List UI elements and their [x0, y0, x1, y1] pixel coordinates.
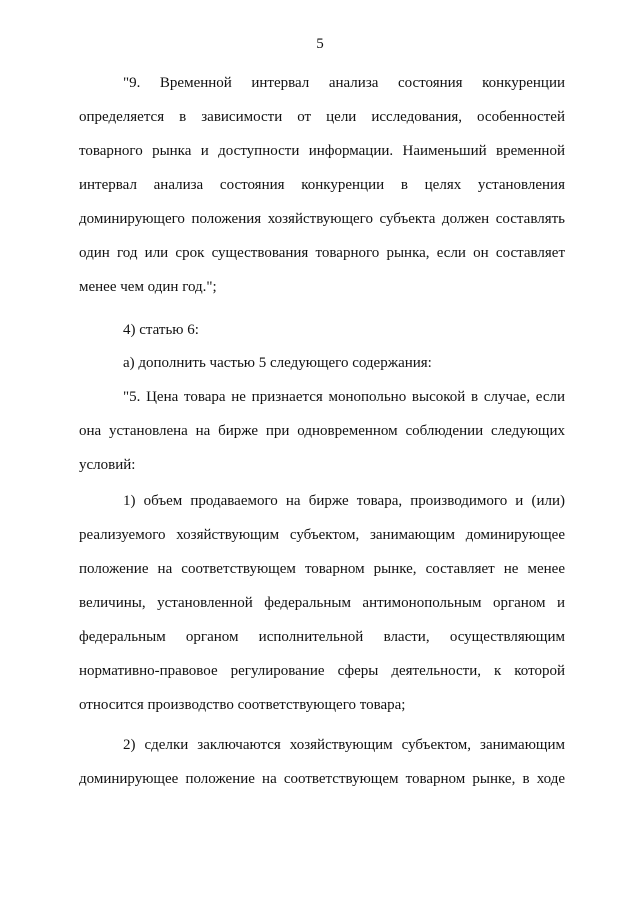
text-line: положение на соответствующем товарном рынке, составляет не менее [79, 561, 565, 577]
text-line: 2) сделки заключаются хозяйствующим субъектом, занимающим [123, 737, 565, 753]
text-line: определяется в зависимости от цели исследования, особенностей [79, 109, 565, 125]
paragraph-article-6 [79, 313, 565, 347]
text-line: 4) статью 6: [123, 322, 199, 338]
text-line: федеральным органом исполнительной власти, осуществляющим [79, 629, 565, 645]
paragraph-9-time-interval [79, 66, 565, 304]
text-line: менее чем один год."; [79, 279, 217, 295]
text-line: нормативно-правовое регулирование сферы деятельности, к которой [79, 663, 565, 679]
text-line: один год или срок существования товарного рынка, если он составляет [79, 245, 565, 261]
page-number: 5 [316, 36, 324, 52]
text-line: условий: [79, 457, 136, 473]
text-line: реализуемого хозяйствующим субъектом, занимающим доминирующее [79, 527, 565, 543]
text-line: доминирующее положение на соответствующем товарном рынке, в ходе [79, 771, 565, 787]
text-line: "5. Цена товара не признается монопольно высокой в случае, если [123, 389, 565, 405]
text-line: товарного рынка и доступности информации. Наименьший временной [79, 143, 565, 159]
text-line: а) дополнить частью 5 следующего содержания: [123, 355, 432, 371]
text-line: доминирующего положения хозяйствующего субъекта должен составлять [79, 211, 565, 227]
paragraph-condition-1 [79, 484, 565, 722]
paragraph-condition-2 [79, 728, 565, 796]
text-line: она установлена на бирже при одновременном соблюдении следующих [79, 423, 565, 439]
text-line: интервал анализа состояния конкуренции в целях установления [79, 177, 565, 193]
text-line: относится производство соответствующего товара; [79, 697, 406, 713]
text-line: величины, установленной федеральным антимонопольным органом и [79, 595, 565, 611]
text-line: "9. Временной интервал анализа состояния конкуренции [123, 75, 565, 91]
paragraph-5-price [79, 380, 565, 482]
text-line: 1) объем продаваемого на бирже товара, производимого и (или) [123, 493, 565, 509]
paragraph-add-part-5 [79, 346, 565, 380]
